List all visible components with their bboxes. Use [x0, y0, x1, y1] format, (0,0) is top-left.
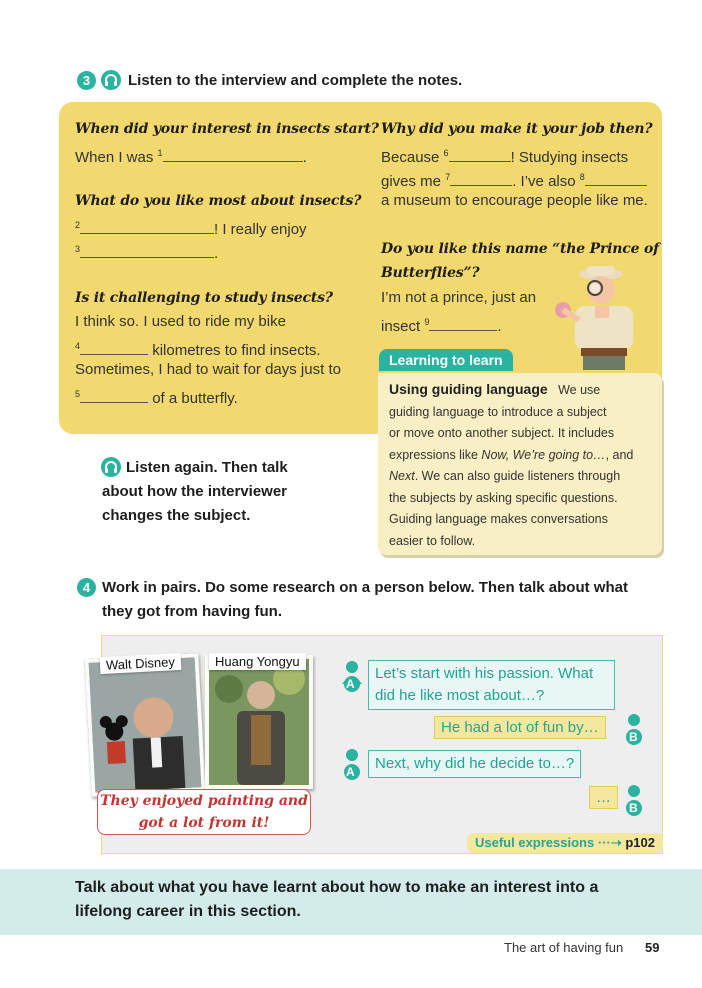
exercise-4-instruction-1: Work in pairs. Do some research on a person below. Then talk about what: [102, 579, 628, 596]
photo-label-walt-disney: Walt Disney: [100, 653, 182, 674]
photo-label-huang-yongyu: Huang Yongyu: [209, 653, 306, 670]
question-3: Is it challenging to study insects?: [75, 290, 333, 306]
answer-line-5: $^5$ of a butterfly.: [75, 389, 238, 407]
listen-again-line-2: about how the interviewer: [102, 483, 288, 500]
answer-line-7: gives me $^7$ . I’ve also $^8$: [381, 165, 647, 194]
question-4: Why did you make it your job then?: [381, 121, 653, 137]
blank-6[interactable]: [449, 147, 511, 162]
answer-line-9b: insect $^9$ .: [381, 317, 502, 335]
speaker-a-letter: A: [346, 677, 355, 691]
page-number: 59: [645, 940, 660, 955]
blank-5[interactable]: [80, 388, 148, 403]
photo-huang-yongyu: [205, 655, 313, 789]
answer-line-4c: Sometimes, I had to wait for days just to: [75, 361, 341, 378]
answer-line-6: Because $^6$ ! Studying insects: [381, 148, 629, 166]
dialogue-bubble-a2: Next, why did he decide to…?: [368, 750, 581, 778]
question-2: What do you like most about insects?: [75, 193, 362, 209]
speaker-a-letter: A: [346, 765, 355, 779]
exercise-number-badge: 3: [77, 71, 96, 90]
dialogue-bubble-b2: …: [589, 786, 618, 809]
useful-expressions-link[interactable]: Useful expressions ···➝ p102: [467, 833, 663, 853]
listen-again-line-3: changes the subject.: [102, 507, 251, 524]
question-5b: Butterflies”?: [381, 265, 480, 281]
speaker-b-letter: B: [629, 801, 638, 815]
answer-line-4b: $^4$ kilometres to find insects.: [75, 341, 321, 359]
photo-caption: They enjoyed painting and got a lot from it!: [97, 789, 311, 835]
headphones-icon: [101, 457, 121, 477]
exercise-number-badge: 4: [77, 578, 96, 597]
summary-line-1: Talk about what you have learnt about how to make an interest into a: [75, 879, 599, 896]
answer-line-8: a museum to encourage people like me.: [381, 192, 648, 209]
exercise-4-instruction-2: they got from having fun.: [102, 603, 282, 620]
learning-to-learn-text: Using guiding language We use guiding language to introduce a subject or move onto another subject. It includes expressions like Now, We’re going to…, and Next. We can also guide listeners through the subjects by asking specific questions. Guiding language makes conversations easier to follow.: [389, 381, 634, 548]
blank-1[interactable]: [163, 147, 303, 162]
answer-line-9a: I’m not a prince, just an: [381, 289, 537, 306]
answer-line-3: $^3$ .: [75, 244, 219, 262]
headphones-icon: [101, 70, 121, 90]
answer-line-2: $^2$ ! I really enjoy: [75, 220, 307, 238]
question-5a: Do you like this name “the Prince of: [381, 241, 659, 257]
dialogue-bubble-b1: He had a lot of fun by…: [434, 716, 606, 739]
speaker-b-letter: B: [629, 730, 638, 744]
learning-to-learn-tab: Learning to learn: [379, 349, 513, 371]
question-1: When did your interest in insects start?: [75, 121, 379, 137]
photo-walt-disney: [84, 653, 205, 797]
blank-2[interactable]: [80, 219, 214, 234]
blank-4[interactable]: [80, 340, 148, 355]
blank-9[interactable]: [429, 316, 497, 331]
summary-line-2: lifelong career in this section.: [75, 903, 301, 920]
blank-8[interactable]: [585, 171, 647, 186]
answer-line-1: When I was $^1$ .: [75, 148, 307, 166]
explorer-illustration: [545, 262, 655, 370]
answer-line-4a: I think so. I used to ride my bike: [75, 313, 286, 330]
dialogue-bubble-a1: Let’s start with his passion. What did he like most about…?: [368, 660, 615, 710]
listen-again-line-1: Listen again. Then talk: [126, 459, 288, 476]
exercise-3-instruction: Listen to the interview and complete the notes.: [128, 72, 463, 89]
blank-7[interactable]: [450, 171, 512, 186]
blank-3[interactable]: [80, 243, 214, 258]
footer-title: The art of having fun: [504, 940, 624, 955]
